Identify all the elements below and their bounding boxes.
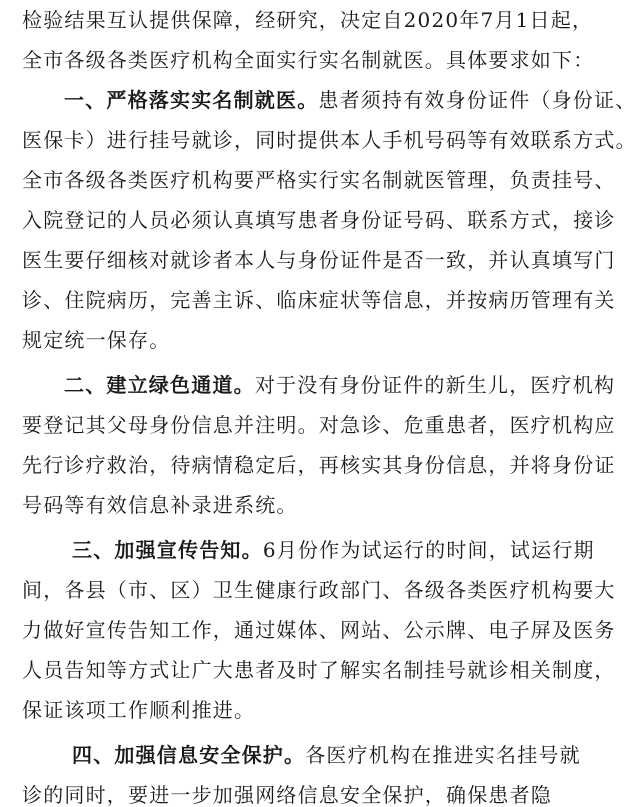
body-text: 患者须持有效身份证件（身份证、 [318, 88, 637, 112]
body-text: 6月份作为试运行的时间，试运行期 [262, 538, 595, 562]
body-text-line: 保证该项工作顺利推进。 [22, 698, 256, 722]
section-1-line [64, 90, 636, 110]
body-text-line: 诊、住院病历，完善主诉、临床症状等信息，并按病历管理有关 [22, 288, 616, 312]
body-text-line: 医保卡）进行挂号就诊，同时提供本人手机号码等有效联系方式。 [22, 128, 637, 152]
section-heading: 四、加强信息安全保护。 [72, 743, 306, 767]
body-text-line: 全市各级各类医疗机构全面实行实名制就医。具体要求如下： [22, 48, 595, 72]
body-text-line: 入院登记的人员必须认真填写患者身份证号码、联系方式，接诊 [22, 208, 616, 232]
body-text-line: 规定统一保存。 [22, 328, 171, 352]
section-heading: 二、建立绿色通道。 [64, 373, 255, 397]
body-text-line: 力做好宣传告知工作，通过媒体、网站、公示牌、电子屏及医务 [22, 618, 616, 642]
body-text-line: 检验结果互认提供保障，经研究，决定自2020年7月1日起， [22, 8, 594, 32]
section-heading: 一、严格落实实名制就医。 [64, 88, 319, 112]
section-3-line [72, 540, 595, 560]
body-text-line: 人员告知等方式让广大患者及时了解实名制挂号就诊相关制度， [22, 658, 616, 682]
body-text-line: 诊的同时，要进一步加强网络信息安全保护，确保患者隐 [22, 783, 552, 807]
body-text-line: 号码等有效信息补录进系统。 [22, 493, 298, 517]
section-4-line [72, 745, 581, 765]
body-text-line: 间，各县（市、区）卫生健康行政部门、各级各类医疗机构要大 [22, 578, 616, 602]
body-text: 对于没有身份证件的新生儿，医疗机构 [254, 373, 616, 397]
body-text: 各医疗机构在推进实名挂号就 [305, 743, 581, 767]
section-2-line [64, 375, 615, 395]
body-text-line: 全市各级各类医疗机构要严格实行实名制就医管理，负责挂号、 [22, 168, 616, 192]
section-heading: 三、加强宣传告知。 [72, 538, 263, 562]
body-text-line: 医生要仔细核对就诊者本人与身份证件是否一致，并认真填写门 [22, 248, 616, 272]
body-text-line: 先行诊疗救治，待病情稳定后，再核实其身份信息，并将身份证 [22, 453, 616, 477]
body-text-line: 要登记其父母身份信息并注明。对急诊、危重患者，医疗机构应 [22, 413, 616, 437]
